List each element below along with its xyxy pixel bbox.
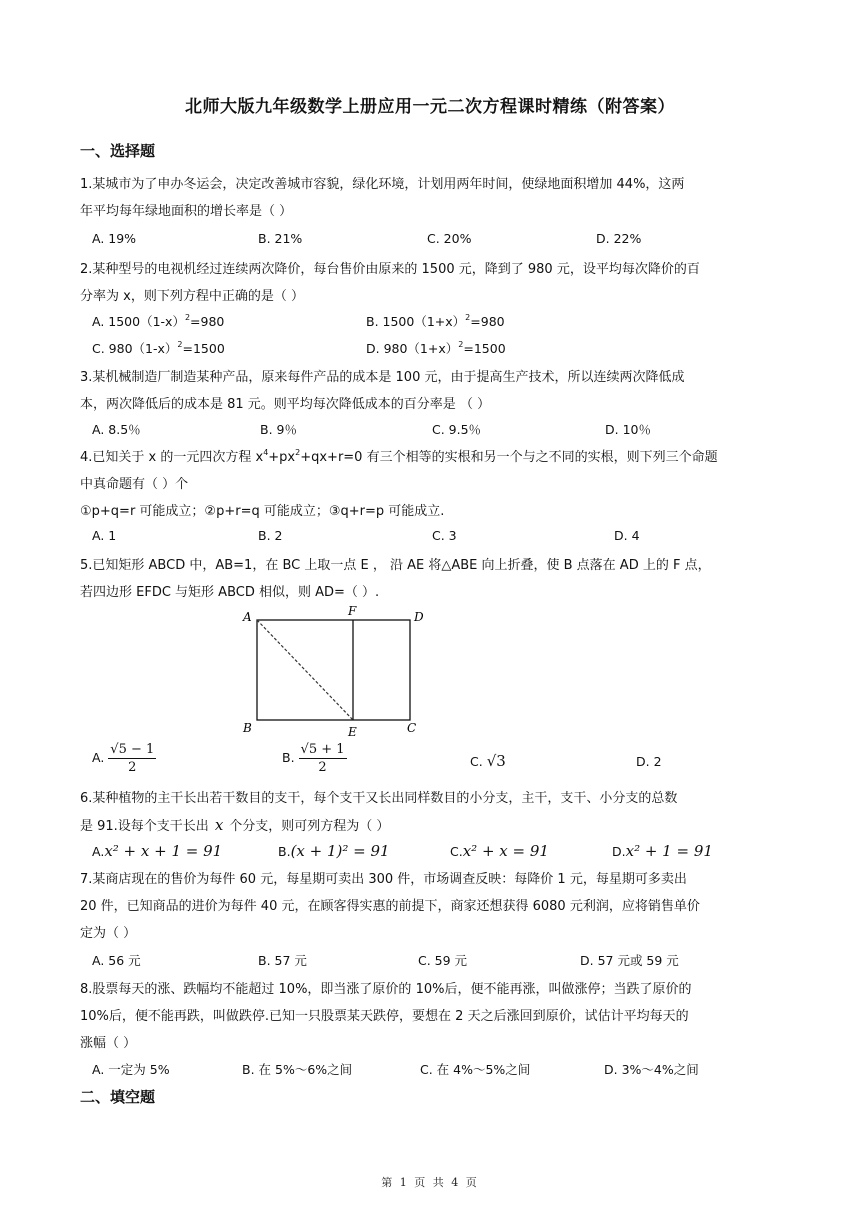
q5-option-c: C. √3 (470, 752, 506, 770)
q8-option-d: D. 3%～4%之间 (604, 1062, 699, 1077)
question-5 (80, 552, 780, 606)
label-e: E (348, 725, 357, 739)
q1-option-d: D. 22% (596, 231, 642, 246)
q5-line-1: 5.已知矩形 ABCD 中，AB=1，在 BC 上取一点 E ， 沿 AE 将△ABE 向上折叠，使 B 点落在 AD 上的 F 点， (80, 558, 711, 573)
q8-line-3: 涨幅（ ） (80, 1036, 137, 1051)
q7-option-c: C. 59 元 (418, 953, 468, 968)
q7-option-d: D. 57 元或 59 元 (580, 953, 679, 968)
rectangle-abcd (257, 620, 410, 720)
q8-option-a: A. 一定为 5% (92, 1062, 170, 1077)
q2-line-2: 分率为 x，则下列方程中正确的是（ ） (80, 289, 304, 304)
q5-option-d: D. 2 (636, 754, 662, 769)
label-a: A (243, 610, 252, 624)
q4-line-1: 4.已知关于 x 的一元四次方程 $x^4+px^2+qx+r=0$ 有三个相等的实根和另一个与之不同的实根，则下列三个命题 (80, 448, 718, 465)
question-8 (80, 976, 780, 1057)
q3-option-b: B. 9％ (260, 422, 297, 437)
q3-option-a: A. 8.5％ (92, 422, 141, 437)
q7-option-b: B. 57 元 (258, 953, 307, 968)
question-7 (80, 866, 780, 947)
q2-option-c: C. $980(1-x)^2=1500$ (92, 340, 225, 356)
q3-option-d: D. 10％ (605, 422, 651, 437)
q7-line-2: 20 件，已知商品的进价为每件 40 元，在顾客得实惠的前提下，商家还想获得 6080 元利润，应将销售单价 (80, 899, 700, 914)
q3-line-1: 3.某机械制造厂制造某种产品，原来每件产品的成本是 100 元，由于提高生产技术，所以连续两次降低成 (80, 370, 685, 385)
q6-option-d: D.x² + 1 = 91 (612, 842, 713, 860)
q3-option-c: C. 9.5％ (432, 422, 482, 437)
q1-line-2: 年平均每年绿地面积的增长率是（ ） (80, 204, 293, 219)
q2-option-d: D. $980(1+x)^2=1500$ (366, 340, 506, 356)
q2-option-a: A. $1500(1-x)^2=980$ (92, 313, 225, 329)
q1-option-a: A. 19% (92, 231, 137, 246)
q1-option-b: B. 21% (258, 231, 303, 246)
q8-line-1: 8.股票每天的涨、跌幅均不能超过 10%，即当涨了原价的 10%后，便不能再涨，叫做涨停；当跌了原价的 (80, 982, 692, 997)
q6-option-b: B.(x + 1)² = 91 (278, 842, 390, 860)
label-f: F (348, 604, 357, 618)
q3-line-2: 本，两次降低后的成本是 81 元。则平均每次降低成本的百分率是 （ ） (80, 397, 491, 412)
q4-option-a: A. 1 (92, 528, 117, 543)
page-footer: 第 1 页 共 4 页 (381, 1176, 479, 1189)
q2-line-1: 2.某种型号的电视机经过连续两次降价，每台售价由原来的 1500 元，降到了 980 元，设平均每次降价的百 (80, 262, 700, 277)
page-title: 北师大版九年级数学上册应用一元二次方程课时精练（附答案） (185, 97, 675, 117)
q5-option-a-fraction: $\frac{√5 - 1}{2}$ (110, 742, 155, 775)
fold-line-ae (257, 620, 353, 720)
rectangle-fold-figure (240, 604, 440, 740)
q4-line-3: ①p+q=r 可能成立；②p+r=q 可能成立；③q+r=p 可能成立. (80, 504, 445, 519)
q6-option-c: C.x² + x = 91 (450, 842, 549, 860)
q5-option-b: B. $\frac{√5 + 1}{2}$ (282, 742, 345, 775)
q5-option-b-fraction: $\frac{√5 + 1}{2}$ (300, 742, 345, 775)
q4-option-d: D. 4 (614, 528, 640, 543)
section-choice-title: 一、选择题 (80, 142, 156, 160)
q7-line-3: 定为（ ） (80, 926, 137, 941)
q7-line-1: 7.某商店现在的售价为每件 60 元，每星期可卖出 300 件，市场调查反映：每降价 1 元，每星期可多卖出 (80, 872, 687, 887)
question-3 (80, 364, 780, 418)
question-1 (80, 171, 780, 225)
q6-line-2: 是 91.设每个支干长出 x 个分支，则可列方程为（ ） (80, 816, 390, 834)
q1-line-1: 1.某城市为了申办冬运会，决定改善城市容貌，绿化环境，计划用两年时间，使绿地面积增加 44%，这两 (80, 177, 685, 192)
question-4 (80, 444, 780, 525)
q5-option-a: A. $\frac{√5 - 1}{2}$ (92, 742, 155, 775)
q1-option-c: C. 20% (427, 231, 472, 246)
label-b: B (243, 721, 252, 735)
q6-line-1: 6.某种植物的主干长出若干数目的支干，每个支干又长出同样数目的小分支，主干，支干、小分支的总数 (80, 791, 678, 806)
q4-option-c: C. 3 (432, 528, 457, 543)
label-c: C (407, 721, 417, 735)
q6-option-a: A.x² + x + 1 = 91 (92, 842, 223, 860)
q4-option-b: B. 2 (258, 528, 283, 543)
section-fill-title: 二、填空题 (80, 1088, 156, 1106)
q8-option-b: B. 在 5%～6%之间 (242, 1062, 353, 1077)
label-d: D (414, 610, 424, 624)
q5-line-2: 若四边形 EFDC 与矩形 ABCD 相似，则 AD=（ ）. (80, 585, 380, 600)
q2-option-b: B. $1500(1+x)^2=980$ (366, 313, 505, 329)
q4-line-2: 中真命题有（ ）个 (80, 477, 189, 492)
q8-line-2: 10%后，便不能再跌，叫做跌停.已知一只股票某天跌停，要想在 2 天之后涨回到原价，试估计平均每天的 (80, 1009, 689, 1024)
q7-option-a: A. 56 元 (92, 953, 141, 968)
question-6 (80, 785, 780, 840)
q8-option-c: C. 在 4%～5%之间 (420, 1062, 531, 1077)
question-2 (80, 256, 780, 310)
